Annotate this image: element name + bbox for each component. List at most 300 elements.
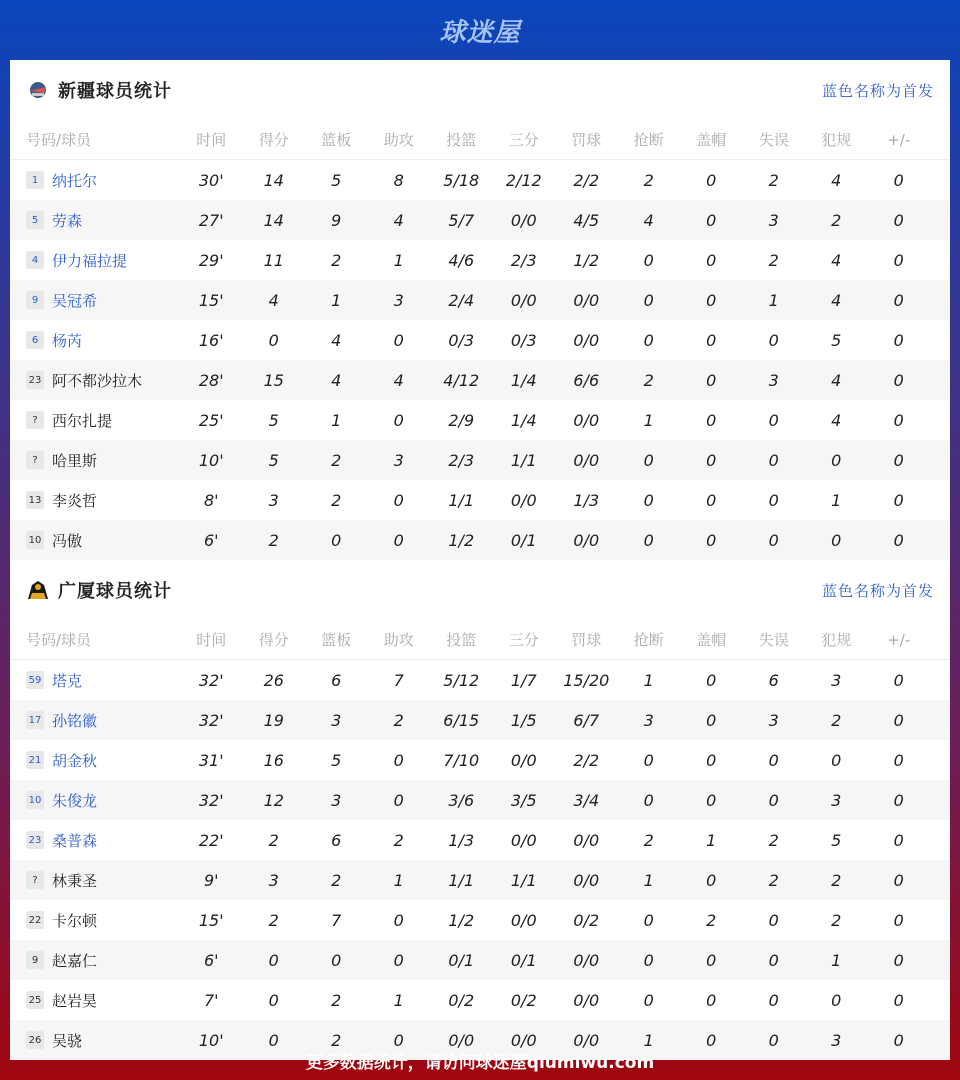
jersey-number-icon: 9 [26, 291, 44, 309]
column-header[interactable]: +/- [887, 630, 911, 649]
column-header[interactable]: 助攻 [383, 631, 414, 649]
stat-cell: 0/1 [510, 950, 537, 970]
stat-cell: 0 [768, 790, 779, 810]
stat-cell: 1 [643, 670, 654, 690]
player-cell[interactable] [10, 450, 180, 471]
stat-cell: 32' [198, 710, 224, 730]
stat-cell: 0 [893, 950, 904, 970]
column-header-row [10, 620, 950, 660]
stat-cell: 4 [643, 210, 654, 230]
stat-cell: 1 [643, 410, 654, 430]
stat-cell: 0 [768, 490, 779, 510]
stat-cell: 3 [768, 210, 779, 230]
stat-cell: 5/18 [443, 170, 480, 190]
stat-cell: 1/1 [510, 450, 537, 470]
stat-cell: 0 [393, 950, 404, 970]
player-row[interactable] [10, 520, 950, 560]
player-name[interactable]: 桑普森 [52, 831, 98, 850]
team-title-group [26, 77, 172, 103]
stat-cell: 0 [706, 330, 717, 350]
stat-cell: 0 [331, 530, 342, 550]
stat-cell: 1/3 [573, 490, 600, 510]
stat-cell: 0 [768, 530, 779, 550]
stat-cell: 30' [198, 170, 224, 190]
stat-cell: 4 [331, 370, 342, 390]
column-header[interactable]: 号码/球员 [26, 131, 92, 149]
stat-cell: 4 [831, 170, 842, 190]
stat-cell: 0/1 [510, 530, 537, 550]
jersey-number-icon: 26 [26, 1031, 44, 1049]
stat-cell: 3/4 [573, 790, 600, 810]
player-row[interactable] [10, 480, 950, 520]
team-title: 新疆球员统计 [58, 81, 172, 102]
stat-cell: 6/15 [443, 710, 480, 730]
stat-cell: 5 [331, 750, 342, 770]
player-row[interactable] [10, 780, 950, 820]
stat-cell: 0/0 [573, 330, 600, 350]
stat-cell: 19 [263, 710, 284, 730]
player-row[interactable] [10, 860, 950, 900]
stat-cell: 6 [331, 670, 342, 690]
stat-cell: 6 [768, 670, 779, 690]
stat-cell: 15/20 [563, 670, 610, 690]
player-row[interactable] [10, 200, 950, 240]
jersey-number-icon: 1 [26, 171, 44, 189]
stat-cell: 0 [643, 950, 654, 970]
stat-cell: 2/3 [510, 250, 537, 270]
stat-cell: 10' [198, 450, 224, 470]
stat-cell: 0 [893, 910, 904, 930]
stat-cell: 1/2 [448, 910, 475, 930]
stat-cell: 0/0 [510, 750, 537, 770]
stat-cell: 0 [643, 330, 654, 350]
stat-cell: 2/4 [448, 290, 475, 310]
stat-cell: 2 [393, 710, 404, 730]
stat-cell: 3 [331, 790, 342, 810]
player-cell[interactable] [10, 670, 180, 691]
stat-cell: 4/5 [573, 210, 600, 230]
stat-cell: 0 [706, 490, 717, 510]
stat-cell: 0 [706, 870, 717, 890]
column-header[interactable]: 失误 [758, 631, 789, 649]
stat-cell: 0 [643, 250, 654, 270]
column-header[interactable]: 三分 [508, 631, 539, 649]
stat-cell: 1 [643, 1030, 654, 1050]
stat-cell: 3 [268, 870, 279, 890]
stat-cell: 27' [198, 210, 224, 230]
stat-cell: 0/0 [510, 490, 537, 510]
stat-cell: 0 [393, 330, 404, 350]
player-row[interactable] [10, 240, 950, 280]
column-header[interactable]: 三分 [508, 131, 539, 149]
stat-cell: 2 [831, 870, 842, 890]
player-name[interactable]: 冯傲 [52, 531, 83, 550]
stat-cell: 3 [268, 490, 279, 510]
team-section-header [10, 60, 950, 120]
stat-cell: 4 [831, 250, 842, 270]
player-name[interactable]: 李炎哲 [52, 491, 98, 510]
stat-cell: 26 [263, 670, 284, 690]
starter-note: 蓝色名称为首发 [821, 81, 934, 100]
jersey-number-icon: 6 [26, 331, 44, 349]
jersey-number-icon: 13 [26, 491, 44, 509]
stat-cell: 7 [331, 910, 342, 930]
stat-cell: 1/1 [448, 870, 475, 890]
stat-cell: 0 [706, 530, 717, 550]
column-header[interactable]: 得分 [258, 631, 289, 649]
stat-cell: 1/2 [573, 250, 600, 270]
stat-cell: 1 [768, 290, 779, 310]
stat-cell: 0 [893, 410, 904, 430]
stat-cell: 1 [706, 830, 717, 850]
stat-cell: 3/5 [510, 790, 537, 810]
stat-cell: 0 [831, 450, 842, 470]
stat-cell: 0 [706, 210, 717, 230]
player-row[interactable] [10, 940, 950, 980]
stat-cell: 2 [643, 370, 654, 390]
stat-cell: 16 [263, 750, 284, 770]
stat-cell: 0 [893, 370, 904, 390]
stat-cell: 3 [831, 1030, 842, 1050]
stat-cell: 0 [893, 870, 904, 890]
column-header[interactable]: 篮板 [321, 131, 352, 149]
stat-cell: 5 [268, 450, 279, 470]
stat-cell: 0 [768, 750, 779, 770]
stat-cell: 2 [268, 530, 279, 550]
column-header[interactable]: 罚球 [571, 631, 602, 649]
stat-cell: 0 [643, 490, 654, 510]
player-cell[interactable] [10, 950, 180, 971]
stat-cell: 2 [268, 910, 279, 930]
stat-cell: 2 [331, 870, 342, 890]
player-row[interactable] [10, 400, 950, 440]
stat-cell: 2/2 [573, 170, 600, 190]
stat-cell: 0/0 [510, 910, 537, 930]
stat-cell: 4 [831, 290, 842, 310]
stat-cell: 0 [768, 410, 779, 430]
stat-cell: 6 [331, 830, 342, 850]
stat-cell: 3 [768, 710, 779, 730]
stat-cell: 0 [893, 750, 904, 770]
site-header [0, 0, 960, 60]
stat-cell: 7/10 [443, 750, 480, 770]
stat-cell: 0/0 [448, 1030, 475, 1050]
stat-cell: 2 [831, 910, 842, 930]
player-row[interactable] [10, 280, 950, 320]
team-section [10, 60, 950, 560]
stat-cell: 0 [893, 710, 904, 730]
player-name[interactable]: 伊力福拉提 [52, 251, 128, 270]
stat-cell: 5 [331, 170, 342, 190]
stat-cell: 0/3 [448, 330, 475, 350]
stat-cell: 0 [706, 450, 717, 470]
player-cell[interactable] [10, 490, 180, 511]
player-row[interactable] [10, 360, 950, 400]
jersey-number-icon: 17 [26, 711, 44, 729]
stat-cell: 1/7 [510, 670, 537, 690]
stat-cell: 2 [331, 450, 342, 470]
stat-cell: 0 [393, 490, 404, 510]
stat-cell: 0 [393, 530, 404, 550]
player-name[interactable]: 吴骁 [52, 1031, 83, 1050]
stat-cell: 0 [393, 410, 404, 430]
stat-cell: 0 [893, 790, 904, 810]
stat-cell: 2 [831, 210, 842, 230]
column-header[interactable]: 犯规 [821, 131, 852, 149]
stat-cell: 1 [331, 290, 342, 310]
stat-cell: 0 [643, 750, 654, 770]
jersey-number-icon: 4 [26, 251, 44, 269]
stat-cell: 0/0 [573, 870, 600, 890]
player-row[interactable] [10, 820, 950, 860]
stat-cell: 4 [831, 370, 842, 390]
column-header[interactable]: 时间 [196, 631, 227, 649]
stat-cell: 15 [263, 370, 284, 390]
player-name[interactable]: 孙铭徽 [52, 711, 98, 730]
column-header[interactable]: 罚球 [571, 131, 602, 149]
stat-cell: 2 [768, 170, 779, 190]
stat-cell: 0 [706, 250, 717, 270]
jersey-number-icon: 23 [26, 371, 44, 389]
stat-cell: 2 [331, 990, 342, 1010]
column-header[interactable]: 号码/球员 [26, 631, 92, 649]
player-cell[interactable] [10, 250, 180, 271]
stat-cell: 1 [393, 250, 404, 270]
stat-cell: 0 [331, 950, 342, 970]
stat-cell: 32' [198, 670, 224, 690]
stat-cell: 1/1 [510, 870, 537, 890]
stat-cell: 2 [831, 710, 842, 730]
stat-cell: 0 [643, 450, 654, 470]
column-header[interactable]: 助攻 [383, 131, 414, 149]
stat-cell: 14 [263, 170, 284, 190]
stat-cell: 0 [643, 790, 654, 810]
stat-cell: 6/7 [573, 710, 600, 730]
player-row[interactable] [10, 160, 950, 200]
player-name[interactable]: 杨芮 [52, 331, 83, 350]
player-cell[interactable] [10, 910, 180, 931]
stat-cell: 22' [198, 830, 224, 850]
stat-cell: 2 [268, 830, 279, 850]
stat-cell: 0 [831, 990, 842, 1010]
column-header[interactable]: 抢断 [633, 631, 664, 649]
stat-cell: 0 [706, 1030, 717, 1050]
stat-cell: 0/0 [510, 210, 537, 230]
stat-cell: 2 [768, 250, 779, 270]
xinjiang-team-logo-icon [26, 79, 50, 101]
stat-cell: 1/3 [448, 830, 475, 850]
stat-cell: 9' [203, 870, 219, 890]
stat-cell: 0 [706, 790, 717, 810]
stat-cell: 4 [268, 290, 279, 310]
stat-cell: 5/7 [448, 210, 475, 230]
stat-cell: 6/6 [573, 370, 600, 390]
stat-cell: 0 [893, 330, 904, 350]
column-header[interactable]: 篮板 [321, 631, 352, 649]
site-logo[interactable]: 球迷屋 [439, 17, 521, 48]
stat-cell: 0 [768, 1030, 779, 1050]
player-name[interactable]: 林秉圣 [52, 871, 98, 890]
stat-cell: 0 [893, 250, 904, 270]
stat-cell: 0 [768, 910, 779, 930]
starter-note: 蓝色名称为首发 [821, 581, 934, 600]
stat-cell: 0 [893, 450, 904, 470]
player-cell[interactable] [10, 790, 180, 811]
player-row[interactable] [10, 980, 950, 1020]
stat-cell: 7' [203, 990, 219, 1010]
stat-cell: 6' [203, 530, 219, 550]
player-name[interactable]: 西尔扎提 [52, 411, 113, 430]
player-name[interactable]: 胡金秋 [52, 751, 98, 770]
column-header[interactable]: 盖帽 [696, 131, 727, 149]
stat-cell: 0 [893, 170, 904, 190]
stat-cell: 6' [203, 950, 219, 970]
stat-cell: 31' [198, 750, 224, 770]
stat-cell: 2 [393, 830, 404, 850]
stat-cell: 0 [893, 490, 904, 510]
stat-cell: 0 [768, 450, 779, 470]
guangsha-team-logo-icon [26, 579, 50, 601]
stat-cell: 2 [331, 1030, 342, 1050]
jersey-number-icon: ? [26, 871, 44, 889]
stat-cell: 0 [268, 990, 279, 1010]
player-cell[interactable] [10, 290, 180, 311]
stat-cell: 2/12 [505, 170, 542, 190]
player-cell[interactable] [10, 370, 180, 391]
stat-cell: 1 [393, 870, 404, 890]
stat-cell: 0 [706, 990, 717, 1010]
player-row[interactable] [10, 900, 950, 940]
jersey-number-icon: 21 [26, 751, 44, 769]
stat-cell: 0 [706, 710, 717, 730]
stat-cell: 1 [831, 950, 842, 970]
stat-cell: 0/0 [510, 830, 537, 850]
jersey-number-icon: ? [26, 451, 44, 469]
player-name[interactable]: 吴冠希 [52, 291, 98, 310]
player-cell[interactable] [10, 410, 180, 431]
team-section-header [10, 560, 950, 620]
stat-cell: 0 [643, 910, 654, 930]
stat-cell: 8 [393, 170, 404, 190]
stat-cell: 0 [268, 330, 279, 350]
stat-cell: 4/6 [448, 250, 475, 270]
player-name[interactable]: 塔克 [52, 671, 83, 690]
player-name[interactable]: 阿不都沙拉木 [52, 371, 143, 390]
stat-cell: 5 [831, 330, 842, 350]
stat-cell: 2 [331, 250, 342, 270]
column-header[interactable]: 得分 [258, 131, 289, 149]
stat-cell: 2/9 [448, 410, 475, 430]
player-name[interactable]: 卡尔顿 [52, 911, 98, 930]
player-name[interactable]: 纳托尔 [52, 171, 98, 190]
player-row[interactable] [10, 700, 950, 740]
stat-cell: 0/0 [573, 950, 600, 970]
player-name[interactable]: 赵嘉仁 [52, 951, 98, 970]
stat-cell: 16' [198, 330, 224, 350]
jersey-number-icon: 10 [26, 531, 44, 549]
stat-cell: 14 [263, 210, 284, 230]
player-cell[interactable] [10, 330, 180, 351]
player-name[interactable]: 哈里斯 [52, 451, 98, 470]
stat-cell: 0/0 [573, 290, 600, 310]
jersey-number-icon: 25 [26, 991, 44, 1009]
stat-cell: 0 [393, 910, 404, 930]
stat-cell: 0/0 [573, 990, 600, 1010]
stat-cell: 0/0 [573, 830, 600, 850]
team-title: 广厦球员统计 [58, 581, 172, 602]
stat-cell: 0 [893, 830, 904, 850]
stat-cell: 0/2 [573, 910, 600, 930]
stat-cell: 3/6 [448, 790, 475, 810]
stat-cell: 3 [331, 710, 342, 730]
player-cell[interactable] [10, 870, 180, 891]
player-cell[interactable] [10, 830, 180, 851]
column-header[interactable]: 投篮 [446, 631, 477, 649]
stat-cell: 15' [198, 910, 224, 930]
stat-cell: 25' [198, 410, 224, 430]
player-row[interactable] [10, 740, 950, 780]
stat-cell: 0/0 [510, 290, 537, 310]
stat-cell: 3 [831, 790, 842, 810]
column-header[interactable]: 盖帽 [696, 631, 727, 649]
stat-cell: 0 [706, 170, 717, 190]
jersey-number-icon: 10 [26, 791, 44, 809]
column-header[interactable]: 抢断 [633, 131, 664, 149]
player-name[interactable]: 劳森 [52, 211, 83, 230]
column-header[interactable]: 失误 [758, 131, 789, 149]
player-cell[interactable] [10, 210, 180, 231]
stat-cell: 1/5 [510, 710, 537, 730]
stat-cell: 4 [393, 370, 404, 390]
player-cell[interactable] [10, 710, 180, 731]
stat-cell: 0 [706, 290, 717, 310]
stat-cell: 2 [331, 490, 342, 510]
stat-cell: 0 [831, 530, 842, 550]
column-header-row [10, 120, 950, 160]
player-row[interactable] [10, 320, 950, 360]
stat-cell: 0 [706, 410, 717, 430]
stat-cell: 5/12 [443, 670, 480, 690]
player-cell[interactable] [10, 170, 180, 191]
stat-cell: 1 [393, 990, 404, 1010]
stat-cell: 0 [706, 670, 717, 690]
stat-cell: 0 [893, 290, 904, 310]
team-section [10, 560, 950, 1060]
column-header[interactable]: 投篮 [446, 131, 477, 149]
stat-cell: 0/1 [448, 950, 475, 970]
jersey-number-icon: 23 [26, 831, 44, 849]
player-row[interactable] [10, 660, 950, 700]
stats-card [10, 60, 950, 1050]
stat-cell: 4 [331, 330, 342, 350]
stat-cell: 0 [393, 1030, 404, 1050]
column-header[interactable]: 时间 [196, 131, 227, 149]
player-cell[interactable] [10, 530, 180, 551]
player-name[interactable]: 朱俊龙 [52, 791, 98, 810]
stat-cell: 4/12 [443, 370, 480, 390]
player-cell[interactable] [10, 990, 180, 1011]
player-row[interactable] [10, 440, 950, 480]
footer-promo[interactable]: 更多数据统计，请访问球迷屋qiumiwu.com [305, 1052, 655, 1073]
stat-cell: 0/2 [510, 990, 537, 1010]
stat-cell: 0/0 [510, 1030, 537, 1050]
team-title-group [26, 577, 172, 603]
column-header[interactable]: 犯规 [821, 631, 852, 649]
player-cell[interactable] [10, 750, 180, 771]
column-header[interactable]: +/- [887, 130, 911, 149]
player-name[interactable]: 赵岩昊 [52, 991, 98, 1010]
stat-cell: 1/4 [510, 410, 537, 430]
